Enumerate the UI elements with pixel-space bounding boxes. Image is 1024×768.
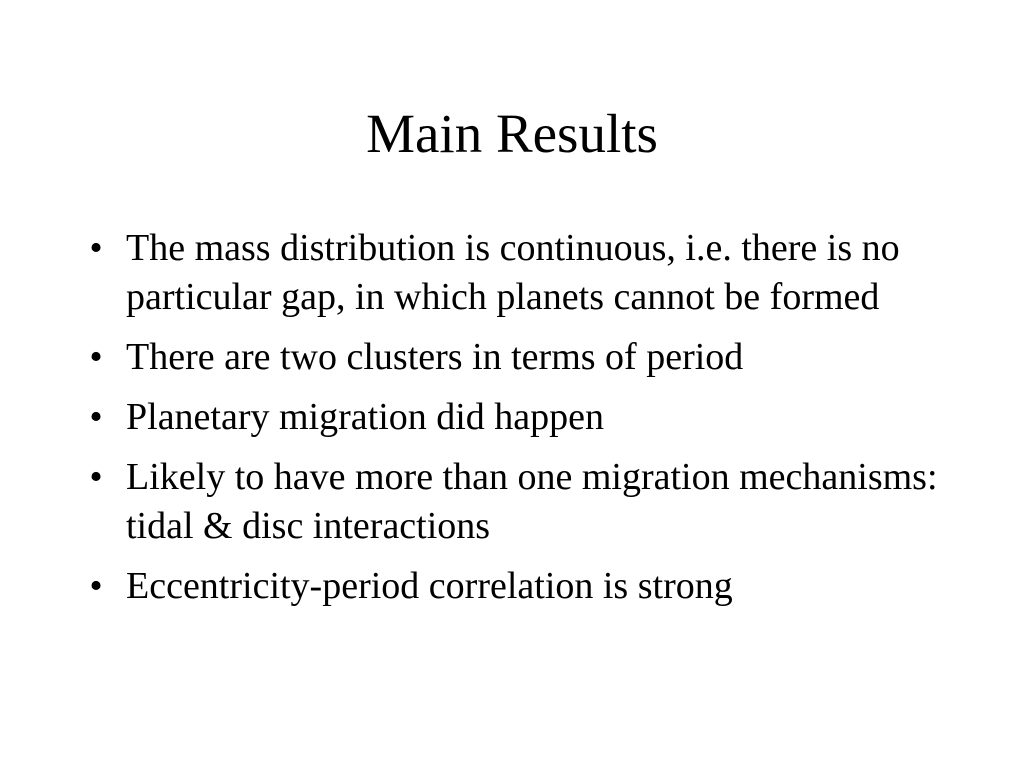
bullet-text: Eccentricity-period correlation is strong <box>126 565 733 607</box>
bullet-dot-icon: • <box>89 565 103 607</box>
bullet-dot-icon: • <box>89 456 103 498</box>
bullet-list <box>0 224 1024 622</box>
bullet-item <box>0 224 1024 322</box>
bullet-text: There are two clusters in terms of period <box>126 336 744 378</box>
bullet-dot-icon: • <box>89 336 103 378</box>
bullet-dot-icon: • <box>89 396 103 438</box>
bullet-dot-icon: • <box>89 227 103 269</box>
bullet-text: The mass distribution is continuous, i.e. there is no particular gap, in which planets cannot be formed <box>126 227 900 318</box>
bullet-item <box>0 453 1024 551</box>
bullet-item <box>0 333 1024 382</box>
bullet-item <box>0 562 1024 611</box>
bullet-item <box>0 393 1024 442</box>
bullet-text: Likely to have more than one migration mechanisms: tidal & disc interactions <box>126 456 938 547</box>
bullet-text: Planetary migration did happen <box>126 396 605 438</box>
slide-title: Main Results <box>366 103 658 164</box>
